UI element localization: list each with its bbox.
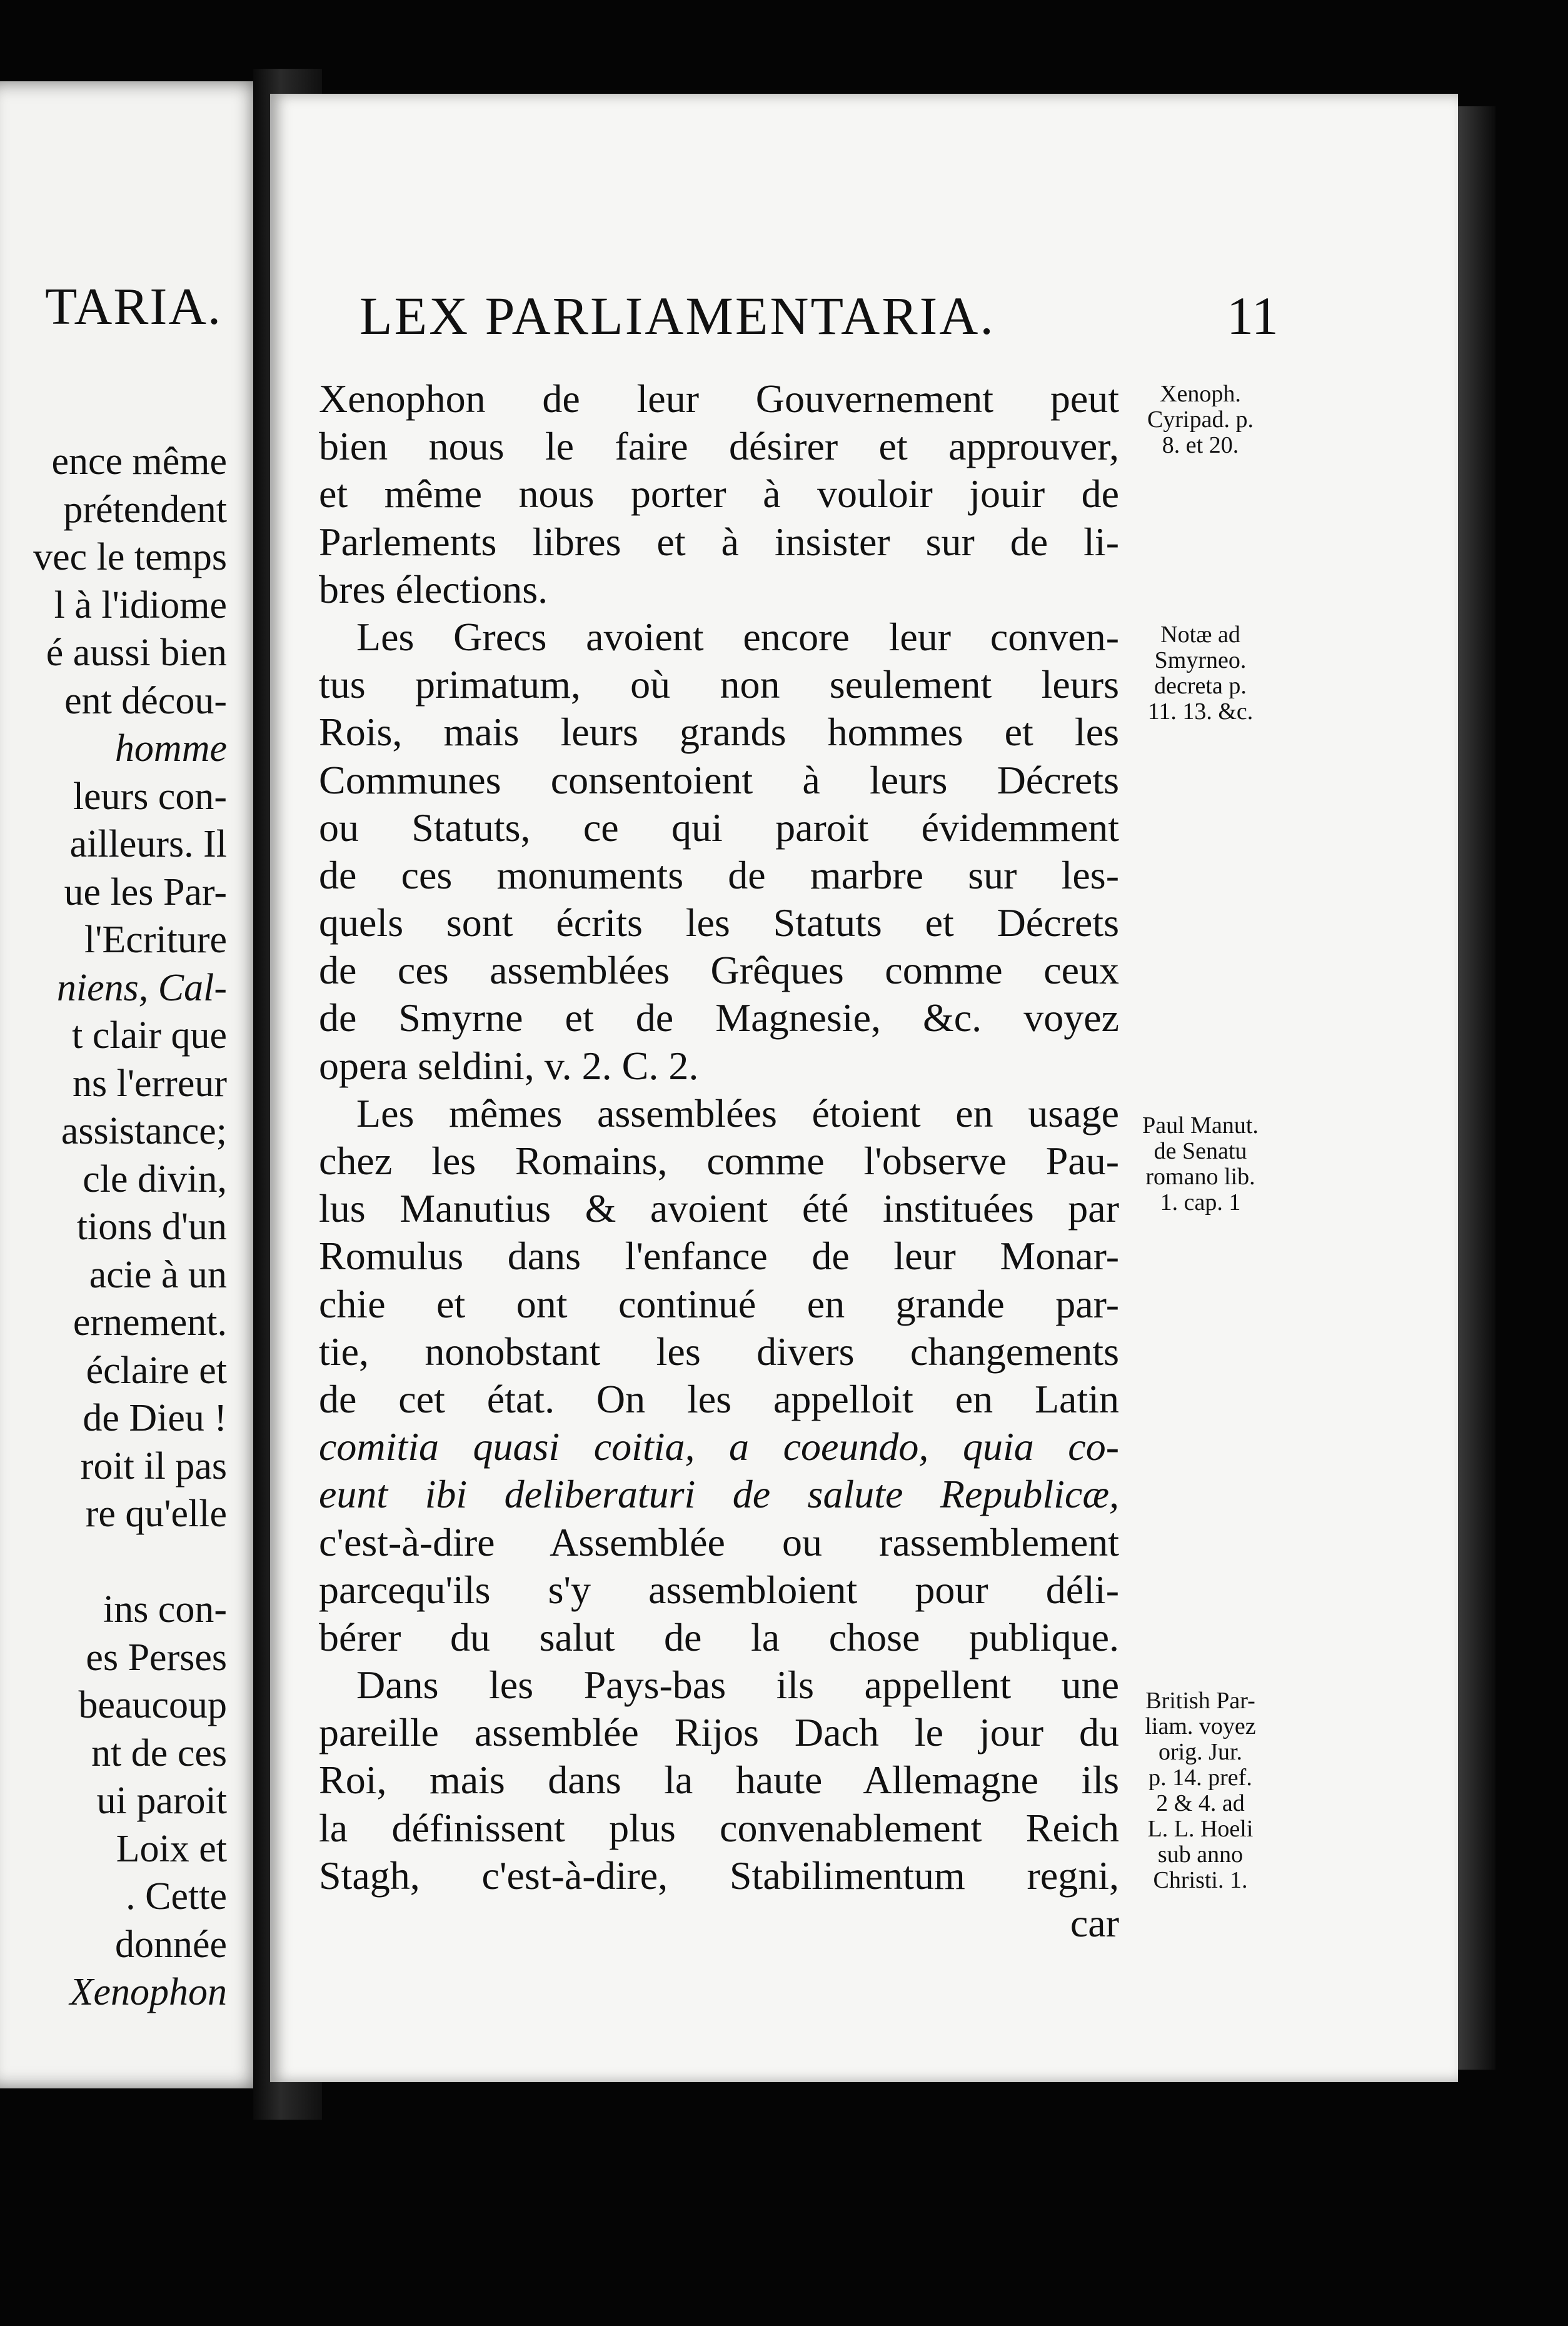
body-text: [319, 375, 1119, 1947]
text-line: Parlements libres et à insister sur de li-: [319, 519, 1119, 564]
text-line: bérer du salut de la chose publique.: [319, 1614, 1119, 1659]
text-line: homme: [114, 727, 227, 770]
text-line: Communes consentoient à leurs Décrets: [319, 757, 1119, 802]
text-line: l'Ecriture: [84, 919, 227, 961]
text-line: es Perses: [86, 1636, 227, 1679]
text-line: niens, Cal-: [56, 966, 227, 1009]
text-line: Les mêmes assemblées étoient en usage: [356, 1090, 1119, 1135]
text-line: c'est-à-dire Assemblée ou rassemblement: [319, 1519, 1119, 1564]
text-line: Les Grecs avoient encore leur conven-: [356, 614, 1119, 659]
margin-note-line: Cyripad. p.: [1147, 406, 1254, 433]
text-line: bres élections.: [319, 566, 548, 612]
margin-note-manutius: [1125, 1113, 1275, 1216]
text-line: ent décou-: [64, 679, 227, 722]
text-line: opera seldini, v. 2. C. 2.: [319, 1043, 699, 1088]
margin-note-line: 8. et 20.: [1162, 432, 1239, 458]
text-line: ui paroit: [96, 1780, 227, 1822]
text-line: ou Statuts, ce qui paroit évidemment: [319, 805, 1119, 850]
margin-note-line: Smyrneo.: [1154, 647, 1247, 673]
text-line: tions d'un: [76, 1206, 227, 1248]
page-edge-shadow: [1458, 106, 1495, 2070]
text-line: t clair que: [72, 1014, 227, 1057]
page-number: 11: [1227, 286, 1279, 346]
text-line: é aussi bien: [46, 632, 227, 674]
text-line: ins con-: [103, 1588, 227, 1631]
text-line: comitia quasi coitia, a coeundo, quia co-: [319, 1424, 1119, 1469]
margin-note-line: Notæ ad: [1160, 622, 1240, 648]
text-line: quels sont écrits les Statuts et Décrets: [319, 900, 1119, 945]
text-line: tus primatum, où non seulement leurs: [319, 662, 1119, 707]
margin-note-line: L. L. Hoeli: [1147, 1816, 1254, 1842]
text-line: et même nous porter à vouloir jouir de: [319, 471, 1119, 516]
text-line: prétendent: [63, 488, 227, 531]
text-line: ns l'erreur: [72, 1062, 227, 1105]
text-line: nt de ces: [91, 1731, 227, 1775]
catchword: car: [1070, 1901, 1119, 1945]
text-line: beaucoup: [78, 1684, 227, 1726]
text-line: Roi, mais dans la haute Allemagne ils: [319, 1758, 1119, 1803]
text-line: Xenophon: [69, 1971, 227, 2013]
text-line: ailleurs. Il: [69, 823, 227, 865]
text-line: assistance;: [61, 1110, 227, 1152]
text-line: donnée: [114, 1923, 227, 1966]
margin-note-line: 1. cap. 1: [1160, 1189, 1241, 1216]
text-line: lus Manutius & avoient été instituées par: [319, 1186, 1119, 1231]
text-line: Loix et: [116, 1827, 227, 1870]
margin-note-line: Paul Manut.: [1142, 1112, 1259, 1139]
text-line: pareille assemblée Rijos Dach le jour du: [319, 1710, 1119, 1755]
text-line: chez les Romains, comme l'observe Pau-: [319, 1139, 1119, 1183]
text-line: de ces monuments de marbre sur les-: [319, 852, 1119, 897]
running-head: LEX PARLIAMENTARIA.: [359, 286, 995, 346]
text-line: ernement.: [73, 1301, 227, 1344]
text-line: eunt ibi deliberaturi de salute Republicæ,: [319, 1472, 1119, 1517]
text-line: cle divin,: [83, 1157, 227, 1201]
text-line: tie, nonobstant les divers changements: [319, 1329, 1119, 1374]
margin-note-line: decreta p.: [1154, 673, 1247, 699]
margin-note-xenophon: [1125, 381, 1275, 458]
margin-note-line: 2 & 4. ad: [1156, 1790, 1245, 1816]
margin-note-line: Christi. 1.: [1153, 1867, 1248, 1893]
previous-page-text: [33, 438, 227, 2016]
text-line: Romulus dans l'enfance de leur Monar-: [319, 1234, 1119, 1279]
previous-page-running-head: TARIA.: [45, 278, 222, 336]
margin-note-smyrne: [1125, 622, 1275, 725]
text-line: parcequ'ils s'y assembloient pour déli-: [319, 1567, 1119, 1612]
margin-note-line: sub anno: [1157, 1841, 1244, 1868]
margin-note-line: liam. voyez: [1145, 1713, 1256, 1739]
text-line: éclaire et: [86, 1349, 227, 1392]
text-line: roit il pas: [80, 1444, 227, 1488]
text-line: bien nous le faire désirer et approuver,: [319, 424, 1119, 469]
text-line: de ces assemblées Grêques comme ceux: [319, 948, 1119, 993]
text-line: de Dieu !: [83, 1397, 227, 1439]
text-line: acie à un: [89, 1253, 227, 1296]
margin-note-line: Xenoph.: [1160, 381, 1241, 407]
text-line: ue les Par-: [64, 870, 227, 914]
text-line: l à l'idiome: [54, 583, 227, 627]
text-line: re qu'elle: [85, 1493, 227, 1535]
text-line: Stagh, c'est-à-dire, Stabilimentum regni,: [319, 1853, 1119, 1898]
margin-note-line: de Senatu: [1153, 1138, 1247, 1164]
text-line: Xenophon de leur Gouvernement peut: [319, 376, 1119, 421]
text-line: Dans les Pays-bas ils appellent une: [356, 1663, 1119, 1708]
text-line: de Smyrne et de Magnesie, &c. voyez: [319, 995, 1119, 1040]
text-line: [33, 1538, 227, 1586]
text-line: la définissent plus convenablement Reich: [319, 1805, 1119, 1850]
text-line: . Cette: [126, 1875, 227, 1918]
margin-note-line: orig. Jur.: [1158, 1739, 1243, 1765]
margin-note-british-parliament: [1125, 1688, 1275, 1893]
text-line: Rois, mais leurs grands hommes et les: [319, 710, 1119, 755]
text-line: leurs con-: [73, 775, 227, 818]
text-line: ence même: [51, 440, 227, 483]
text-line: chie et ont continué en grande par-: [319, 1281, 1119, 1326]
margin-note-line: p. 14. pref.: [1148, 1765, 1252, 1791]
text-line: de cet état. On les appelloit en Latin: [319, 1376, 1119, 1421]
text-line: vec le temps: [33, 536, 227, 578]
previous-page-fragment: [0, 81, 266, 2088]
margin-note-line: romano lib.: [1145, 1164, 1255, 1190]
margin-note-line: British Par-: [1145, 1688, 1255, 1714]
margin-note-line: 11. 13. &c.: [1147, 698, 1254, 725]
